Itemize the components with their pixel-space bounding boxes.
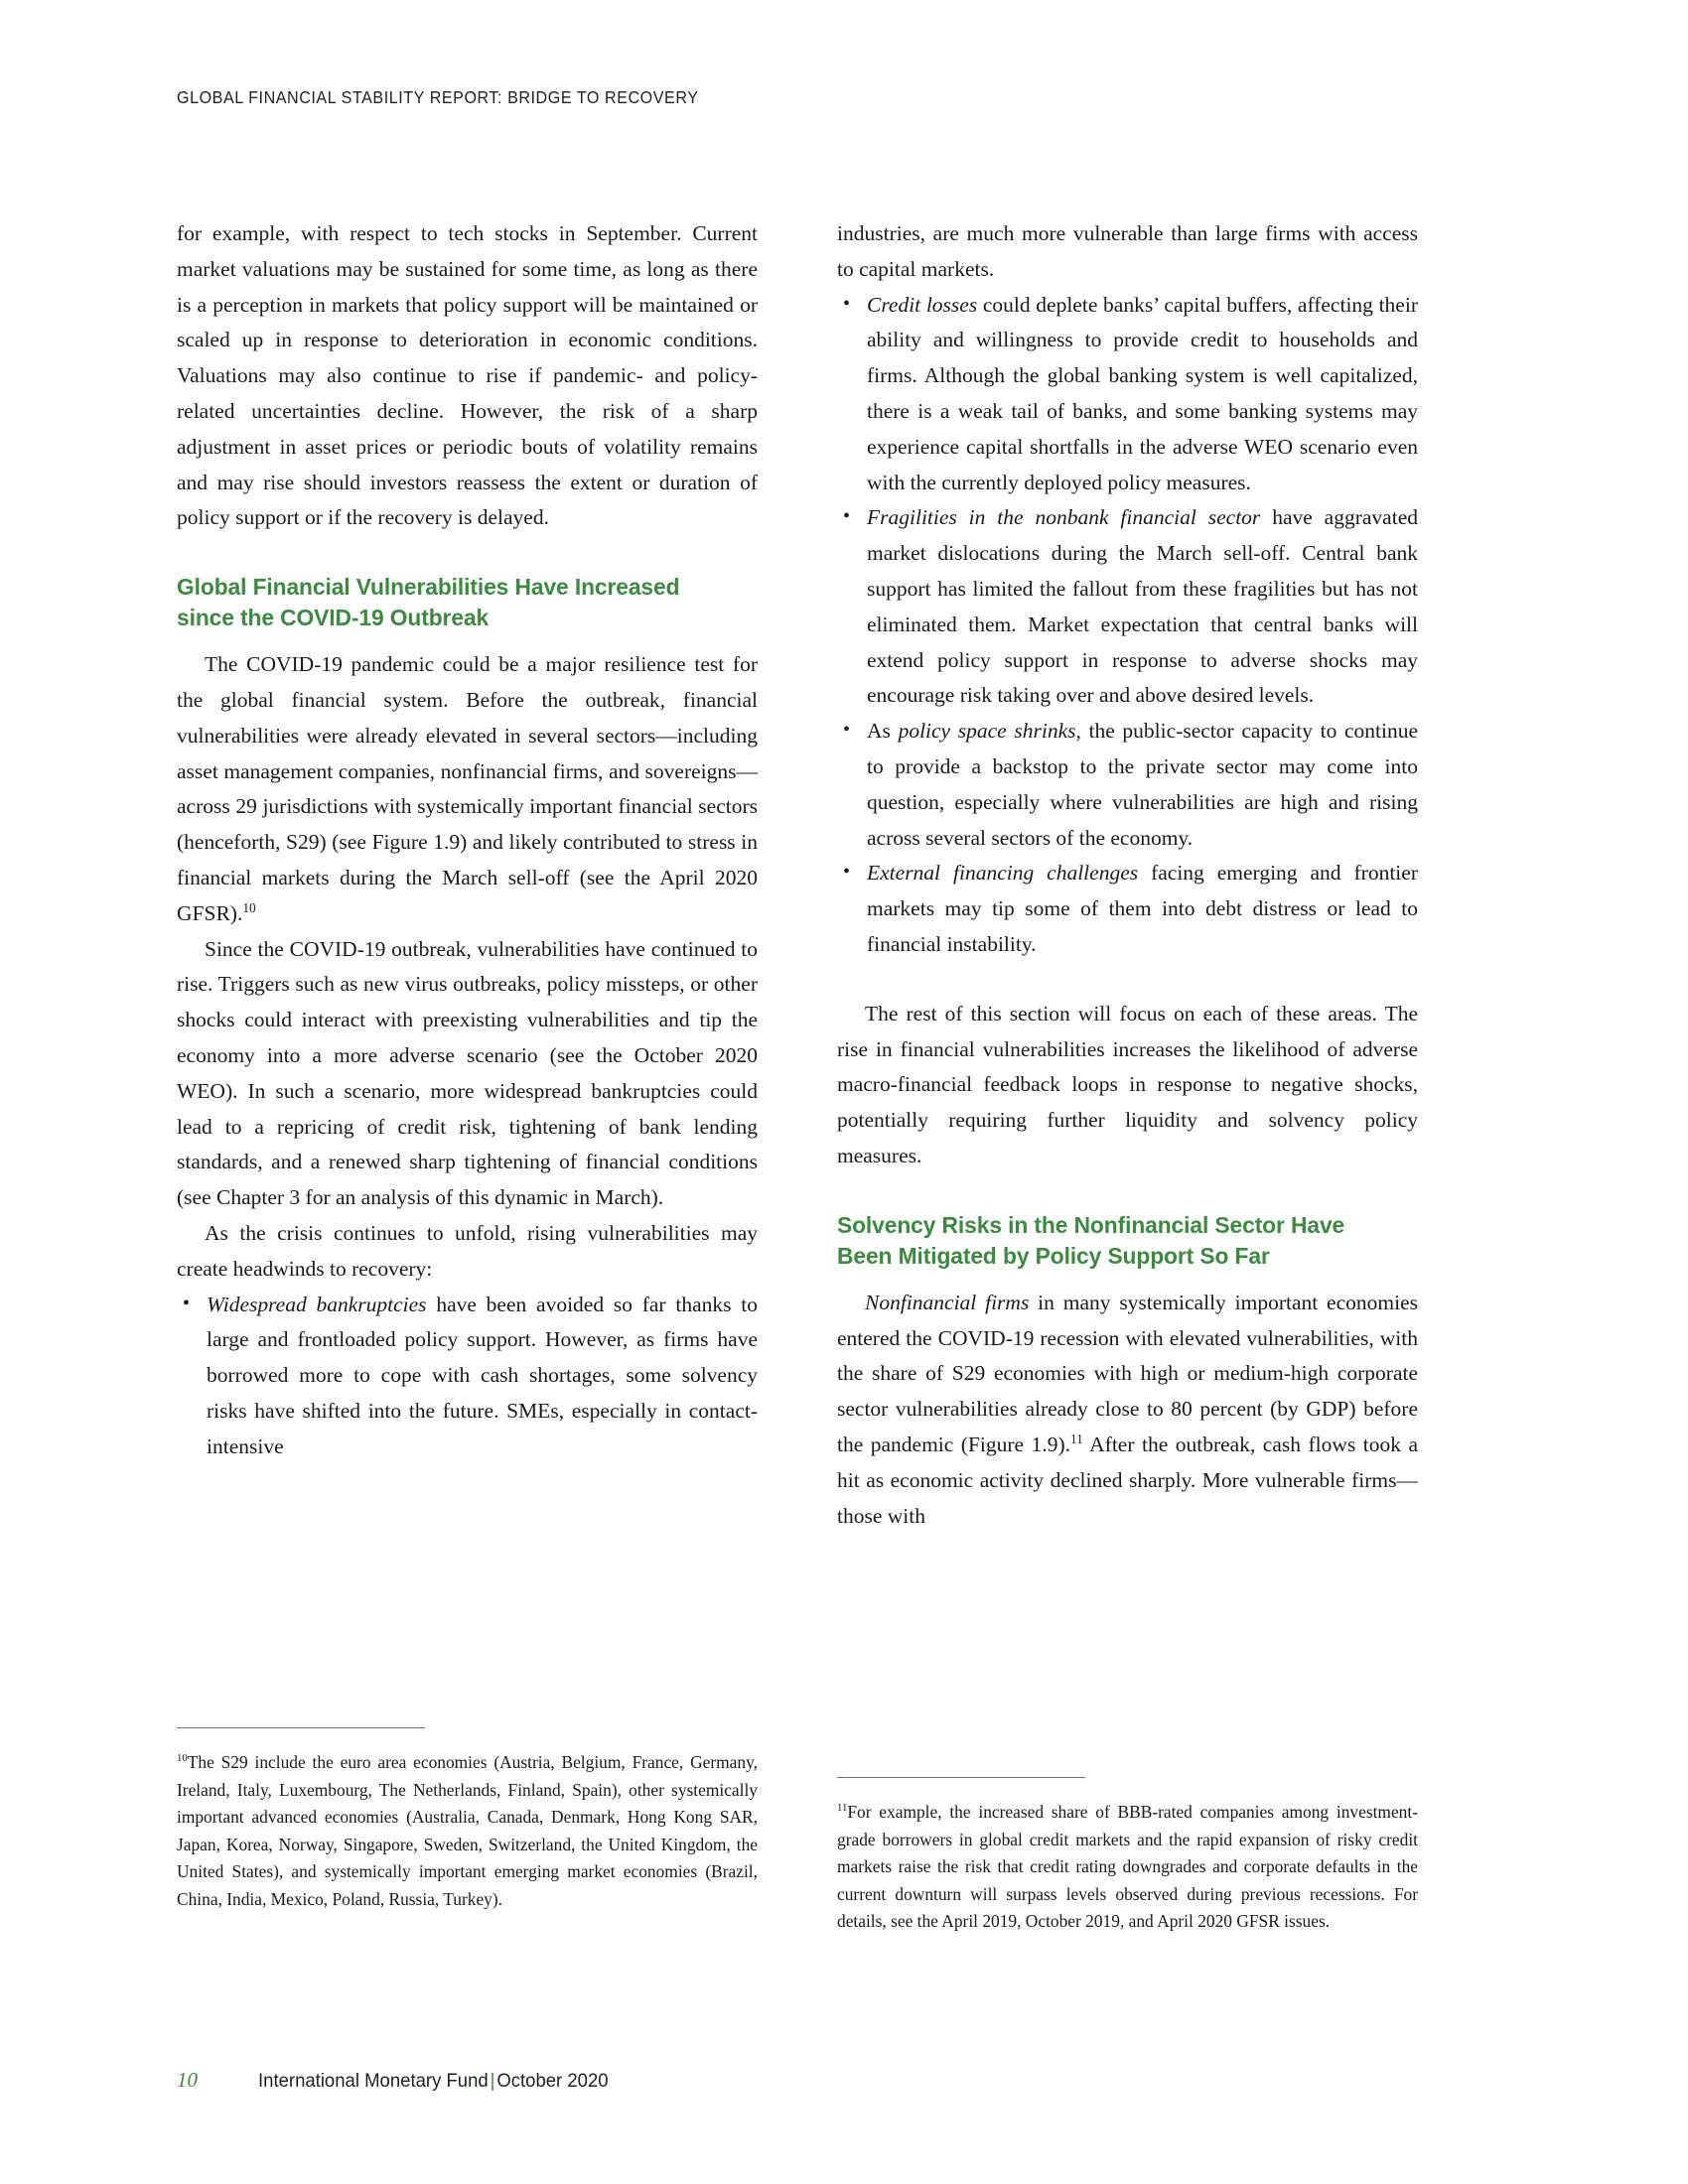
paragraph-industries-continuation: industries, are much more vulnerable than large firms with access to capital markets. — [837, 221, 1418, 281]
list-item — [177, 1288, 758, 1465]
bullet-emphasis: Credit losses — [867, 292, 978, 317]
bullet-text: have been avoided so far thanks to large and frontloaded policy support. However, as firms have borrowed more to cope with cash shortages, some solvency risks have shifted into the future. SMEs, especially in contact-intensive — [207, 1292, 758, 1458]
list-item — [837, 714, 1418, 856]
bullet-emphasis: External financing challenges — [867, 861, 1139, 886]
bullet-prefix: As — [867, 719, 899, 744]
running-head: GLOBAL FINANCIAL STABILITY REPORT: BRIDGE TO RECOVERY — [177, 87, 699, 107]
page-number: 10 — [177, 2068, 198, 2092]
footnote-divider-left — [177, 1727, 425, 1728]
footnote-body — [837, 1802, 1418, 1931]
footnote-number: 10 — [177, 1752, 188, 1765]
page-footer — [177, 2068, 627, 2093]
paragraph-rest-of-section: The rest of this section will focus on each of these areas. The rise in financial vulnerabilities increases the likelihood of adverse macro-financial feedback loops in response to negative shocks, potentially requiring further liquidity and solvency policy measures. — [837, 1001, 1418, 1167]
right-column — [837, 216, 1418, 1534]
paragraph-crisis-unfolds: As the crisis continues to unfold, rising vulnerabilities may create headwinds to recovery: — [177, 1220, 758, 1281]
bullet-text: , the public-sector capacity to continue to provide a backstop to the private sector may come into question, especially where vulnerabilities are high and rising across several sectors of the economy. — [867, 719, 1419, 850]
footnote-11 — [837, 1799, 1418, 1936]
footnote-ref-10[interactable]: 10 — [242, 899, 256, 915]
bullet-list-right — [837, 288, 1418, 963]
footer-institution: International Monetary Fund — [258, 2070, 489, 2092]
bullet-text: have aggravated market dislocations during the March sell-off. Central bank support has limited the fallout from these fragilities but has not eliminated them. Market expectation that central banks will extend policy support in response to adverse shocks may encourage risk taking over and above desired levels. — [867, 505, 1418, 708]
paragraph-continuation: for example, with respect to tech stocks in September. Current market valuations may be sustained for some time, as long as there is a perception in markets that policy support will be maintained or scaled up in response to deterioration in economic conditions. Valuations may also continue to rise if pandemic- and policy-related uncertainties decline. However, the risk of a sharp adjustment in asset prices or periodic bouts of volatility remains and may rise should investors reassess the extent or duration of policy support or if the recovery is delayed. — [177, 221, 758, 530]
paragraph-pandemic-resilience-test — [177, 647, 758, 931]
bullet-text: could deplete banks’ capital buffers, affecting their ability and willingness to provide credit to households and firms. Although the global banking system is well capitalized, there is a weak tail of banks, and some banking systems may experience capital shortfalls in the adverse WEO scenario even with the currently deployed policy measures. — [867, 292, 1418, 494]
footer-imprint — [258, 2070, 609, 2093]
paragraph-nonfinancial-firms — [837, 1286, 1418, 1535]
paragraph-emphasis: Nonfinancial firms — [865, 1290, 1030, 1314]
list-item — [837, 856, 1418, 962]
section-heading-vulnerabilities: Global Financial Vulnerabilities Have Increased since the COVID-19 Outbreak — [177, 574, 680, 631]
bullet-list-left — [177, 1288, 758, 1465]
bullet-emphasis: Widespread bankruptcies — [207, 1292, 427, 1316]
footnote-ref-11[interactable]: 11 — [1070, 1431, 1083, 1446]
paragraph-text-cont: After the outbreak, cash flows took a hit as economic activity declined sharply. More vulnerable firms—those with — [837, 1432, 1419, 1528]
left-column — [177, 216, 758, 1465]
paragraph-since-outbreak: Since the COVID-19 outbreak, vulnerabilities have continued to rise. Triggers such as new virus outbreaks, policy missteps, or other shocks could interact with preexisting vulnerabilities and tip the economy into a more adverse scenario (see the October 2020 WEO). In such a scenario, more widespread bankruptcies could lead to a repricing of credit risk, tightening of bank lending standards, and a renewed sharp tightening of financial conditions (see Chapter 3 for an analysis of this dynamic in March). — [177, 936, 758, 1210]
paragraph-text: The COVID-19 pandemic could be a major resilience test for the global financial system. Before the outbreak, financial vulnerabilities were already elevated in several sectors—including asset management companies, nonfinancial firms, and sovereigns—across 29 jurisdictions with systemically important financial sectors (henceforth, S29) (see Figure 1.9) and likely contributed to stress in financial markets during the March sell-off (see the April 2020 GFSR). — [177, 652, 758, 925]
footnote-divider-right — [837, 1777, 1085, 1778]
bullet-emphasis: Fragilities in the nonbank financial sector — [867, 505, 1261, 530]
footnote-number: 11 — [837, 1802, 848, 1815]
footnote-body — [177, 1752, 758, 1909]
footer-date: October 2020 — [496, 2070, 609, 2092]
footnote-10 — [177, 1749, 758, 1913]
section-heading-solvency-risks: Solvency Risks in the Nonfinancial Sector Have Been Mitigated by Policy Support So Far — [837, 1211, 1345, 1269]
list-item — [837, 500, 1418, 714]
bullet-emphasis: policy space shrinks — [898, 719, 1076, 744]
list-item — [837, 288, 1418, 501]
footnote-text: For example, the increased share of BBB-rated companies among investment-grade borrowers in global credit markets and the rapid expansion of risky credit markets raise the risk that credit rating downgrades and corporate defaults in the current downturn will surpass levels observed during previous recessions. For details, see the April 2019, October 2019, and April 2020 GFSR issues. — [837, 1802, 1418, 1931]
paragraph-text: in many systemically important economies entered the COVID-19 recession with elevated vulnerabilities, with the share of S29 economies with high or medium-high corporate sector vulnerabilities already close to 80 percent (by GDP) before the pandemic (Figure 1.9). — [837, 1290, 1419, 1456]
footer-separator: | — [490, 2070, 495, 2092]
footnote-text: The S29 include the euro area economies (Austria, Belgium, France, Germany, Ireland, Italy, Luxembourg, The Netherlands, Finland, Spain), other systemically important advanced economies (Australia, Canada, Denmark, Hong Kong SAR, Japan, Korea, Norway, Singapore, Sweden, Switzerland, the United Kingdom, the United States), and systemically important emerging market economies (Brazil, China, India, Mexico, Poland, Russia, Turkey). — [177, 1752, 758, 1909]
bullet-text: facing emerging and frontier markets may tip some of them into debt distress or lead to financial instability. — [867, 861, 1418, 956]
